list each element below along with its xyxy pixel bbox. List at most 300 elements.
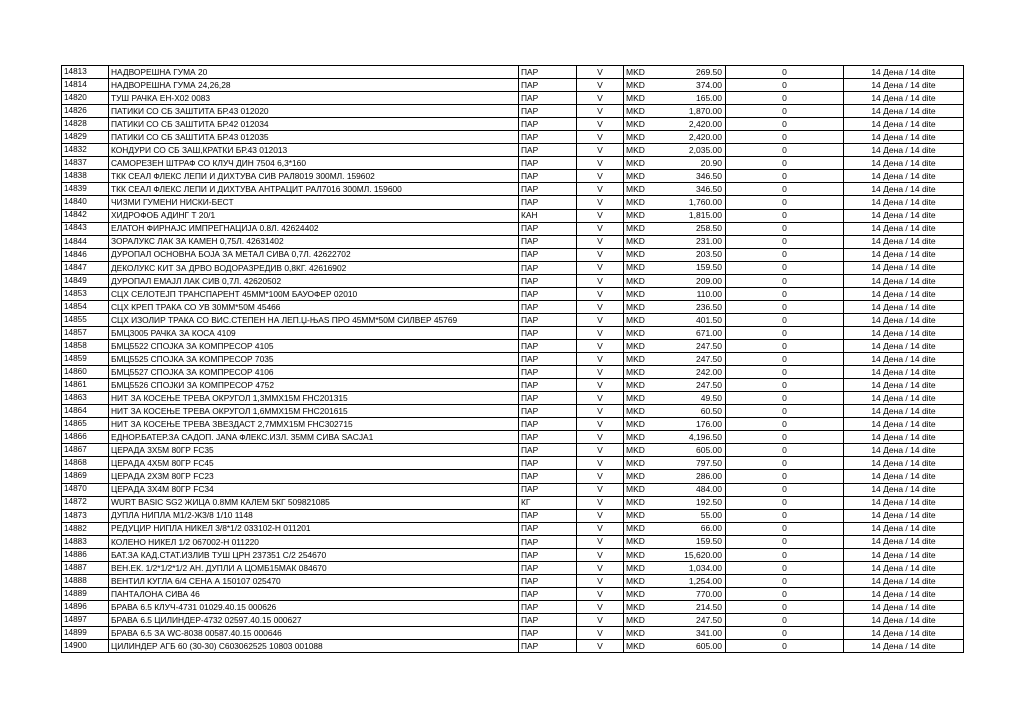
item-name: НАДВОРЕШНА ГУМА 24,26,28 bbox=[109, 79, 519, 92]
item-currency: MKD bbox=[624, 196, 664, 209]
item-price: 605.00 bbox=[664, 640, 726, 653]
item-flag: V bbox=[577, 574, 624, 587]
table-row bbox=[62, 509, 964, 522]
item-code: 14900 bbox=[62, 640, 109, 653]
item-delivery-term: 14 Дена / 14 dite bbox=[844, 587, 964, 600]
item-flag: V bbox=[577, 483, 624, 496]
item-unit: КАН bbox=[519, 209, 577, 222]
item-quantity: 0 bbox=[726, 379, 844, 392]
item-currency: MKD bbox=[624, 183, 664, 196]
item-flag: V bbox=[577, 131, 624, 144]
item-price: 165.00 bbox=[664, 92, 726, 105]
item-unit: ПАР bbox=[519, 418, 577, 431]
table-row bbox=[62, 587, 964, 600]
item-currency: MKD bbox=[624, 640, 664, 653]
item-flag: V bbox=[577, 170, 624, 183]
item-price: 770.00 bbox=[664, 587, 726, 600]
item-code: 14889 bbox=[62, 587, 109, 600]
item-flag: V bbox=[577, 366, 624, 379]
table-row bbox=[62, 574, 964, 587]
item-price: 286.00 bbox=[664, 470, 726, 483]
item-currency: MKD bbox=[624, 248, 664, 261]
item-unit: ПАР bbox=[519, 300, 577, 313]
item-unit: ПАР bbox=[519, 118, 577, 131]
item-name: БМЦ5525 СПОЈКА ЗА КОМПРЕСОР 7035 bbox=[109, 353, 519, 366]
item-unit: ПАР bbox=[519, 313, 577, 326]
item-flag: V bbox=[577, 118, 624, 131]
item-code: 14847 bbox=[62, 261, 109, 274]
item-currency: MKD bbox=[624, 353, 664, 366]
table-row bbox=[62, 92, 964, 105]
item-flag: V bbox=[577, 405, 624, 418]
table-row bbox=[62, 170, 964, 183]
item-unit: ПАР bbox=[519, 92, 577, 105]
item-quantity: 0 bbox=[726, 196, 844, 209]
item-flag: V bbox=[577, 157, 624, 170]
item-flag: V bbox=[577, 496, 624, 509]
item-currency: MKD bbox=[624, 431, 664, 444]
item-code: 14882 bbox=[62, 522, 109, 535]
item-name: БРАВА 6.5 КЛУЧ-4731 01029.40.15 000626 bbox=[109, 600, 519, 613]
item-currency: MKD bbox=[624, 613, 664, 626]
item-name: ЕЛАТОН ФИРНАЈС ИМПРЕГНАЦИЈА 0.8Л. 42624402 bbox=[109, 222, 519, 235]
item-delivery-term: 14 Дена / 14 dite bbox=[844, 105, 964, 118]
item-price: 176.00 bbox=[664, 418, 726, 431]
item-delivery-term: 14 Дена / 14 dite bbox=[844, 483, 964, 496]
item-name: ЦЕРАДА 3Х4М 80ГР FC34 bbox=[109, 483, 519, 496]
item-quantity: 0 bbox=[726, 366, 844, 379]
item-delivery-term: 14 Дена / 14 dite bbox=[844, 183, 964, 196]
item-flag: V bbox=[577, 300, 624, 313]
item-unit: ПАР bbox=[519, 457, 577, 470]
table-row bbox=[62, 326, 964, 339]
item-code: 14888 bbox=[62, 574, 109, 587]
item-delivery-term: 14 Дена / 14 dite bbox=[844, 379, 964, 392]
item-delivery-term: 14 Дена / 14 dite bbox=[844, 222, 964, 235]
item-flag: V bbox=[577, 522, 624, 535]
table-row bbox=[62, 483, 964, 496]
item-flag: V bbox=[577, 326, 624, 339]
price-list-table bbox=[61, 65, 964, 653]
item-code: 14899 bbox=[62, 627, 109, 640]
item-code: 14839 bbox=[62, 183, 109, 196]
table-row bbox=[62, 209, 964, 222]
table-row bbox=[62, 353, 964, 366]
item-name: ДЕКОЛУКС КИТ ЗА ДРВО ВОДОРАЗРЕДИВ 0,8КГ. 42616902 bbox=[109, 261, 519, 274]
item-price: 1,760.00 bbox=[664, 196, 726, 209]
item-flag: V bbox=[577, 457, 624, 470]
item-name: ЦЕРАДА 3Х5М 80ГР FC35 bbox=[109, 444, 519, 457]
item-currency: MKD bbox=[624, 105, 664, 118]
item-delivery-term: 14 Дена / 14 dite bbox=[844, 353, 964, 366]
item-currency: MKD bbox=[624, 444, 664, 457]
item-unit: ПАР bbox=[519, 627, 577, 640]
item-quantity: 0 bbox=[726, 66, 844, 79]
item-unit: ПАР bbox=[519, 157, 577, 170]
item-code: 14865 bbox=[62, 418, 109, 431]
item-name: СЦХ КРЕП ТРАКА СО УВ 30ММ*50М 45466 bbox=[109, 300, 519, 313]
item-quantity: 0 bbox=[726, 457, 844, 470]
item-price: 247.50 bbox=[664, 613, 726, 626]
item-price: 159.50 bbox=[664, 261, 726, 274]
item-code: 14870 bbox=[62, 483, 109, 496]
item-price: 20.90 bbox=[664, 157, 726, 170]
item-price: 1,034.00 bbox=[664, 561, 726, 574]
item-quantity: 0 bbox=[726, 627, 844, 640]
item-name: ТКК СЕАЛ ФЛЕКС ЛЕПИ И ДИХТУВА СИВ РАЛ8019 300МЛ. 159602 bbox=[109, 170, 519, 183]
table-row bbox=[62, 248, 964, 261]
item-delivery-term: 14 Дена / 14 dite bbox=[844, 457, 964, 470]
item-delivery-term: 14 Дена / 14 dite bbox=[844, 313, 964, 326]
item-delivery-term: 14 Дена / 14 dite bbox=[844, 235, 964, 248]
item-name: КОНДУРИ СО СБ ЗАШ,КРАТКИ БР.43 012013 bbox=[109, 144, 519, 157]
item-unit: ПАР bbox=[519, 587, 577, 600]
item-unit: ПАР bbox=[519, 548, 577, 561]
item-flag: V bbox=[577, 444, 624, 457]
table-row bbox=[62, 431, 964, 444]
table-row bbox=[62, 627, 964, 640]
item-quantity: 0 bbox=[726, 326, 844, 339]
item-name: ПАТИКИ СО СБ ЗАШТИТА БР.43 012035 bbox=[109, 131, 519, 144]
item-currency: MKD bbox=[624, 222, 664, 235]
item-quantity: 0 bbox=[726, 274, 844, 287]
item-price: 1,870.00 bbox=[664, 105, 726, 118]
item-name: ДУРОПАЛ ЕМАЈЛ ЛАК СИВ 0,7Л. 42620502 bbox=[109, 274, 519, 287]
item-price: 110.00 bbox=[664, 287, 726, 300]
item-price: 2,035.00 bbox=[664, 144, 726, 157]
table-row bbox=[62, 444, 964, 457]
item-quantity: 0 bbox=[726, 144, 844, 157]
item-unit: ПАР bbox=[519, 444, 577, 457]
item-name: БАТ.ЗА КАД.СТАТ.ИЗЛИВ ТУШ ЦРН 237351 С/2 254670 bbox=[109, 548, 519, 561]
item-name: ЦЕРАДА 2Х3М 80ГР FC23 bbox=[109, 470, 519, 483]
item-flag: V bbox=[577, 431, 624, 444]
item-delivery-term: 14 Дена / 14 dite bbox=[844, 261, 964, 274]
item-name: САМОРЕЗЕН ШТРАФ СО КЛУЧ ДИН 7504 6,3*160 bbox=[109, 157, 519, 170]
item-delivery-term: 14 Дена / 14 dite bbox=[844, 509, 964, 522]
item-name: БМЦ5527 СПОЈКА ЗА КОМПРЕСОР 4106 bbox=[109, 366, 519, 379]
item-name: НИТ ЗА КОСЕЊЕ ТРЕВА ЗВЕЗДАСТ 2,7ММХ15М FHC302715 bbox=[109, 418, 519, 431]
table-row bbox=[62, 313, 964, 326]
item-quantity: 0 bbox=[726, 548, 844, 561]
item-code: 14896 bbox=[62, 600, 109, 613]
item-currency: MKD bbox=[624, 209, 664, 222]
item-quantity: 0 bbox=[726, 444, 844, 457]
table-row bbox=[62, 392, 964, 405]
item-quantity: 0 bbox=[726, 183, 844, 196]
item-code: 14844 bbox=[62, 235, 109, 248]
item-currency: MKD bbox=[624, 313, 664, 326]
item-unit: ПАР bbox=[519, 405, 577, 418]
item-delivery-term: 14 Дена / 14 dite bbox=[844, 144, 964, 157]
item-price: 269.50 bbox=[664, 66, 726, 79]
item-name: ДУПЛА НИПЛА М1/2-Ж3/8 1/10 1148 bbox=[109, 509, 519, 522]
item-price: 66.00 bbox=[664, 522, 726, 535]
item-unit: ПАР bbox=[519, 600, 577, 613]
item-name: СЦХ ИЗОЛИР ТРАКА СО ВИС.СТЕПЕН НА ЛЕП.Џ-ЊАS ПРО 45ММ*50М СИЛВЕР 45769 bbox=[109, 313, 519, 326]
item-currency: MKD bbox=[624, 157, 664, 170]
item-flag: V bbox=[577, 183, 624, 196]
item-name: СЦХ СЕЛОТЕЈП ТРАНСПАРЕНТ 45ММ*100М БАУОФЕР 02010 bbox=[109, 287, 519, 300]
item-code: 14820 bbox=[62, 92, 109, 105]
item-name: ЕДНОР.БАТЕР.ЗА САДОП. JANA ФЛЕКС.ИЗЛ. 35ММ СИВА SACJA1 bbox=[109, 431, 519, 444]
item-name: ХИДРОФОБ АДИНГ Т 20/1 bbox=[109, 209, 519, 222]
item-flag: V bbox=[577, 392, 624, 405]
table-row bbox=[62, 613, 964, 626]
item-unit: ПАР bbox=[519, 170, 577, 183]
item-delivery-term: 14 Дена / 14 dite bbox=[844, 79, 964, 92]
item-flag: V bbox=[577, 379, 624, 392]
item-delivery-term: 14 Дена / 14 dite bbox=[844, 522, 964, 535]
item-code: 14842 bbox=[62, 209, 109, 222]
item-flag: V bbox=[577, 66, 624, 79]
item-name: НАДВОРЕШНА ГУМА 20 bbox=[109, 66, 519, 79]
item-flag: V bbox=[577, 261, 624, 274]
table-row bbox=[62, 287, 964, 300]
item-name: ЗОРАЛУКС ЛАК ЗА КАМЕН 0,75Л. 42631402 bbox=[109, 235, 519, 248]
item-unit: ПАР bbox=[519, 483, 577, 496]
item-price: 346.50 bbox=[664, 183, 726, 196]
item-code: 14897 bbox=[62, 613, 109, 626]
item-delivery-term: 14 Дена / 14 dite bbox=[844, 561, 964, 574]
item-price: 242.00 bbox=[664, 366, 726, 379]
item-flag: V bbox=[577, 313, 624, 326]
item-code: 14828 bbox=[62, 118, 109, 131]
item-currency: MKD bbox=[624, 274, 664, 287]
item-quantity: 0 bbox=[726, 248, 844, 261]
item-price: 192.50 bbox=[664, 496, 726, 509]
item-code: 14860 bbox=[62, 366, 109, 379]
item-flag: V bbox=[577, 222, 624, 235]
item-quantity: 0 bbox=[726, 418, 844, 431]
item-currency: MKD bbox=[624, 366, 664, 379]
item-unit: ПАР bbox=[519, 131, 577, 144]
item-quantity: 0 bbox=[726, 470, 844, 483]
item-unit: ПАР bbox=[519, 392, 577, 405]
item-delivery-term: 14 Дена / 14 dite bbox=[844, 274, 964, 287]
item-code: 14883 bbox=[62, 535, 109, 548]
item-currency: MKD bbox=[624, 379, 664, 392]
item-name: ЦЕРАДА 4Х5М 80ГР FC45 bbox=[109, 457, 519, 470]
item-price: 247.50 bbox=[664, 339, 726, 352]
item-code: 14872 bbox=[62, 496, 109, 509]
item-name: БРАВА 6.5 ЗА WC-8038 00587.40.15 000646 bbox=[109, 627, 519, 640]
item-currency: MKD bbox=[624, 535, 664, 548]
item-price: 236.50 bbox=[664, 300, 726, 313]
item-currency: MKD bbox=[624, 627, 664, 640]
item-code: 14838 bbox=[62, 170, 109, 183]
item-flag: V bbox=[577, 274, 624, 287]
item-quantity: 0 bbox=[726, 405, 844, 418]
item-price: 341.00 bbox=[664, 627, 726, 640]
table-row bbox=[62, 561, 964, 574]
item-name: РЕДУЦИР НИПЛА НИКЕЛ 3/8*1/2 033102-Н 011201 bbox=[109, 522, 519, 535]
item-quantity: 0 bbox=[726, 392, 844, 405]
item-delivery-term: 14 Дена / 14 dite bbox=[844, 248, 964, 261]
item-flag: V bbox=[577, 79, 624, 92]
table-row bbox=[62, 118, 964, 131]
table-row bbox=[62, 300, 964, 313]
item-name: НИТ ЗА КОСЕЊЕ ТРЕВА ОКРУГОЛ 1,6ММХ15М FHC201615 bbox=[109, 405, 519, 418]
table-row bbox=[62, 131, 964, 144]
item-code: 14866 bbox=[62, 431, 109, 444]
item-delivery-term: 14 Дена / 14 dite bbox=[844, 326, 964, 339]
item-price: 1,254.00 bbox=[664, 574, 726, 587]
item-delivery-term: 14 Дена / 14 dite bbox=[844, 431, 964, 444]
item-name: БМЦ5526 СПОЈКИ ЗА КОМПРЕСОР 4752 bbox=[109, 379, 519, 392]
item-code: 14873 bbox=[62, 509, 109, 522]
item-unit: ПАР bbox=[519, 522, 577, 535]
item-currency: MKD bbox=[624, 457, 664, 470]
item-delivery-term: 14 Дена / 14 dite bbox=[844, 196, 964, 209]
item-code: 14813 bbox=[62, 66, 109, 79]
item-currency: MKD bbox=[624, 131, 664, 144]
item-price: 346.50 bbox=[664, 170, 726, 183]
table-row bbox=[62, 196, 964, 209]
table-row bbox=[62, 522, 964, 535]
item-quantity: 0 bbox=[726, 287, 844, 300]
item-quantity: 0 bbox=[726, 600, 844, 613]
item-unit: ПАР bbox=[519, 379, 577, 392]
item-flag: V bbox=[577, 339, 624, 352]
item-unit: ПАР bbox=[519, 196, 577, 209]
item-quantity: 0 bbox=[726, 300, 844, 313]
item-code: 14864 bbox=[62, 405, 109, 418]
item-code: 14849 bbox=[62, 274, 109, 287]
item-quantity: 0 bbox=[726, 313, 844, 326]
item-currency: MKD bbox=[624, 118, 664, 131]
item-code: 14886 bbox=[62, 548, 109, 561]
item-unit: ПАР bbox=[519, 105, 577, 118]
item-name: ПАТИКИ СО СБ ЗАШТИТА БР.42 012034 bbox=[109, 118, 519, 131]
item-code: 14846 bbox=[62, 248, 109, 261]
item-delivery-term: 14 Дена / 14 dite bbox=[844, 118, 964, 131]
item-quantity: 0 bbox=[726, 92, 844, 105]
table-row bbox=[62, 379, 964, 392]
item-name: ЦИЛИНДЕР АГБ 60 (30-30) C603062525 10803 001088 bbox=[109, 640, 519, 653]
item-price: 231.00 bbox=[664, 235, 726, 248]
item-currency: MKD bbox=[624, 470, 664, 483]
table-row bbox=[62, 366, 964, 379]
item-delivery-term: 14 Дена / 14 dite bbox=[844, 496, 964, 509]
item-flag: V bbox=[577, 144, 624, 157]
item-delivery-term: 14 Дена / 14 dite bbox=[844, 92, 964, 105]
item-unit: ПАР bbox=[519, 183, 577, 196]
item-flag: V bbox=[577, 587, 624, 600]
item-code: 14855 bbox=[62, 313, 109, 326]
item-name: WURT BASIC SG2 ЖИЦА 0.8ММ КАЛЕМ 5КГ 509821085 bbox=[109, 496, 519, 509]
item-price: 60.50 bbox=[664, 405, 726, 418]
item-flag: V bbox=[577, 535, 624, 548]
table-body bbox=[62, 66, 964, 653]
item-price: 484.00 bbox=[664, 483, 726, 496]
item-unit: ПАР bbox=[519, 574, 577, 587]
item-name: КОЛЕНО НИКЕЛ 1/2 067002-Н 011220 bbox=[109, 535, 519, 548]
item-delivery-term: 14 Дена / 14 dite bbox=[844, 366, 964, 379]
item-price: 159.50 bbox=[664, 535, 726, 548]
item-currency: MKD bbox=[624, 92, 664, 105]
item-name: ВЕН.ЕК. 1/2*1/2*1/2 АН. ДУПЛИ А ЦОМБ15МАК 084670 bbox=[109, 561, 519, 574]
item-quantity: 0 bbox=[726, 496, 844, 509]
item-quantity: 0 bbox=[726, 235, 844, 248]
item-code: 14859 bbox=[62, 353, 109, 366]
item-delivery-term: 14 Дена / 14 dite bbox=[844, 627, 964, 640]
item-quantity: 0 bbox=[726, 157, 844, 170]
item-unit: ПАР bbox=[519, 640, 577, 653]
item-code: 14869 bbox=[62, 470, 109, 483]
item-unit: ПАР bbox=[519, 79, 577, 92]
item-currency: MKD bbox=[624, 574, 664, 587]
item-code: 14837 bbox=[62, 157, 109, 170]
item-price: 247.50 bbox=[664, 379, 726, 392]
item-quantity: 0 bbox=[726, 339, 844, 352]
item-price: 247.50 bbox=[664, 353, 726, 366]
item-code: 14843 bbox=[62, 222, 109, 235]
item-code: 14867 bbox=[62, 444, 109, 457]
item-flag: V bbox=[577, 287, 624, 300]
item-code: 14858 bbox=[62, 339, 109, 352]
item-name: ВЕНТИЛ КУГЛА 6/4 СЕНА А 150107 025470 bbox=[109, 574, 519, 587]
item-currency: MKD bbox=[624, 287, 664, 300]
item-quantity: 0 bbox=[726, 118, 844, 131]
item-currency: MKD bbox=[624, 418, 664, 431]
table-row bbox=[62, 339, 964, 352]
item-unit: ПАР bbox=[519, 470, 577, 483]
table-row bbox=[62, 535, 964, 548]
item-code: 14814 bbox=[62, 79, 109, 92]
item-code: 14829 bbox=[62, 131, 109, 144]
item-flag: V bbox=[577, 627, 624, 640]
item-flag: V bbox=[577, 248, 624, 261]
item-quantity: 0 bbox=[726, 574, 844, 587]
item-price: 49.50 bbox=[664, 392, 726, 405]
table-row bbox=[62, 418, 964, 431]
item-unit: ПАР bbox=[519, 66, 577, 79]
table-row bbox=[62, 105, 964, 118]
item-price: 671.00 bbox=[664, 326, 726, 339]
item-price: 2,420.00 bbox=[664, 131, 726, 144]
item-unit: ПАР bbox=[519, 561, 577, 574]
item-quantity: 0 bbox=[726, 431, 844, 444]
item-price: 401.50 bbox=[664, 313, 726, 326]
item-flag: V bbox=[577, 548, 624, 561]
item-name: ТУШ РАЧКА ЕН-X02 0083 bbox=[109, 92, 519, 105]
item-flag: V bbox=[577, 600, 624, 613]
item-delivery-term: 14 Дена / 14 dite bbox=[844, 535, 964, 548]
item-unit: ПАР bbox=[519, 326, 577, 339]
item-price: 214.50 bbox=[664, 600, 726, 613]
item-code: 14854 bbox=[62, 300, 109, 313]
item-currency: MKD bbox=[624, 600, 664, 613]
item-price: 4,196.50 bbox=[664, 431, 726, 444]
item-currency: MKD bbox=[624, 587, 664, 600]
item-flag: V bbox=[577, 470, 624, 483]
item-quantity: 0 bbox=[726, 222, 844, 235]
item-unit: ПАР bbox=[519, 222, 577, 235]
item-delivery-term: 14 Дена / 14 dite bbox=[844, 548, 964, 561]
item-currency: MKD bbox=[624, 235, 664, 248]
table-row bbox=[62, 79, 964, 92]
item-price: 55.00 bbox=[664, 509, 726, 522]
item-currency: MKD bbox=[624, 66, 664, 79]
item-currency: MKD bbox=[624, 300, 664, 313]
item-unit: КГ bbox=[519, 496, 577, 509]
item-currency: MKD bbox=[624, 79, 664, 92]
item-flag: V bbox=[577, 613, 624, 626]
item-flag: V bbox=[577, 105, 624, 118]
item-name: БМЦ5522 СПОЈКА ЗА КОМПРЕСОР 4105 bbox=[109, 339, 519, 352]
item-price: 797.50 bbox=[664, 457, 726, 470]
